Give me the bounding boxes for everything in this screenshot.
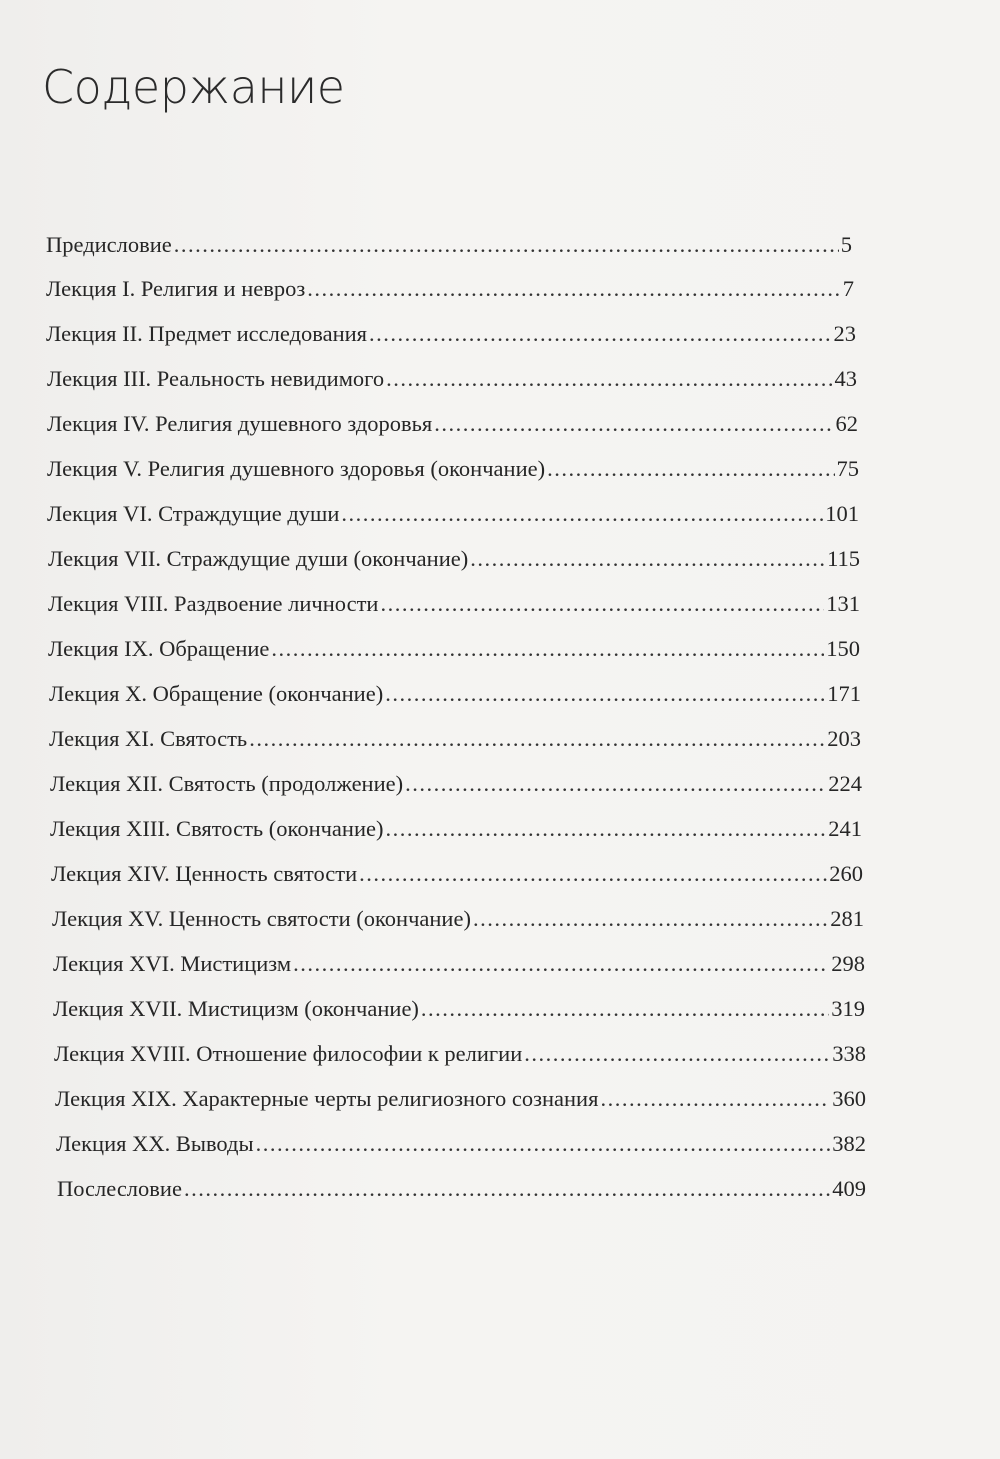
toc-entry-page: 115 — [827, 546, 860, 571]
toc-entry — [52, 903, 864, 935]
toc-entry-label: Лекция XIV. Ценность святости — [51, 861, 358, 886]
toc-entry — [56, 1128, 866, 1160]
toc-entry-label: Лекция XII. Святость (продолжение) — [50, 771, 404, 796]
toc-entry-page: 338 — [832, 1041, 866, 1066]
toc-entry — [48, 588, 860, 620]
toc-leader-dots — [547, 453, 834, 485]
toc-entry-label: Лекция VI. Страждущие души — [47, 501, 340, 526]
toc-entry — [53, 993, 865, 1025]
toc-entry — [53, 948, 865, 980]
toc-entry-label: Лекция XI. Святость — [49, 726, 248, 751]
toc-leader-dots — [421, 993, 829, 1025]
toc-entry-label: Лекция IX. Обращение — [48, 636, 270, 661]
toc-entry-page: 150 — [826, 636, 860, 661]
toc-leader-dots — [473, 903, 828, 935]
toc-entry-label: Лекция XVI. Мистицизм — [53, 951, 292, 976]
toc-leader-dots — [434, 408, 833, 440]
toc-entry — [47, 498, 859, 530]
toc-leader-dots — [386, 363, 832, 395]
toc-entry-page: 101 — [825, 501, 859, 526]
toc-entry — [47, 363, 857, 395]
toc-leader-dots — [271, 633, 824, 665]
toc-leader-dots — [184, 1173, 830, 1205]
toc-entry-label: Лекция X. Обращение (окончание) — [49, 681, 384, 706]
toc-entry-label: Лекция XIX. Характерные черты религиозного сознания — [55, 1086, 599, 1111]
toc-leader-dots — [359, 858, 827, 890]
toc-entry — [57, 1173, 866, 1205]
toc-leader-dots — [405, 768, 826, 800]
toc-entry-page: 319 — [831, 996, 865, 1021]
toc-entry — [50, 768, 862, 800]
toc-entry-page: 131 — [826, 591, 860, 616]
toc-entry-page: 298 — [831, 951, 865, 976]
toc-entry-label: Лекция XIII. Святость (окончание) — [50, 816, 384, 841]
toc-leader-dots — [385, 813, 826, 845]
toc-leader-dots — [256, 1128, 831, 1160]
toc-entry-label: Лекция I. Религия и невроз — [46, 276, 306, 301]
toc-entry-page: 224 — [828, 771, 862, 796]
toc-entry-page: 23 — [833, 321, 856, 346]
toc-entry-label: Лекция IV. Религия душевного здоровья — [47, 411, 433, 436]
toc-entry — [46, 318, 856, 350]
toc-entry-page: 75 — [836, 456, 859, 481]
toc-entry — [47, 453, 859, 485]
toc-leader-dots — [174, 229, 839, 261]
toc-leader-dots — [307, 273, 841, 305]
toc-entry — [54, 1038, 866, 1070]
toc-leader-dots — [385, 678, 825, 710]
toc-entry — [47, 408, 858, 440]
toc-leader-dots — [380, 588, 824, 620]
toc-entry-page: 241 — [828, 816, 862, 841]
toc-entry — [55, 1083, 866, 1115]
toc-entry-page: 43 — [834, 366, 857, 391]
toc-leader-dots — [470, 543, 825, 575]
toc-entry-label: Лекция XVII. Мистицизм (окончание) — [53, 996, 419, 1021]
toc-entry-page: 409 — [832, 1176, 866, 1201]
toc-entry-page: 62 — [835, 411, 858, 436]
toc-leader-dots — [341, 498, 823, 530]
toc-entry-label: Лекция XX. Выводы — [56, 1131, 254, 1156]
toc-entry-page: 260 — [829, 861, 863, 886]
toc-leader-dots — [600, 1083, 830, 1115]
toc-entry-label: Лекция III. Реальность невидимого — [47, 366, 385, 391]
toc-entry-label: Лекция VIII. Раздвоение личности — [48, 591, 379, 616]
toc-entry-page: 382 — [832, 1131, 866, 1156]
toc-entry — [49, 723, 861, 755]
toc-entry-page: 281 — [830, 906, 864, 931]
toc-entry-label: Лекция II. Предмет исследования — [46, 321, 368, 346]
toc-entry-page: 7 — [842, 276, 854, 301]
toc-entry-page: 5 — [840, 232, 852, 257]
toc-entry — [49, 678, 861, 710]
toc-entry-page: 360 — [832, 1086, 866, 1111]
toc-entry — [48, 543, 860, 575]
toc-entry — [46, 273, 854, 305]
toc-entry-label: Послесловие — [57, 1176, 182, 1201]
toc-entry-label: Лекция V. Религия душевного здоровья (окончание) — [47, 456, 546, 481]
page-title: Содержание — [42, 60, 345, 114]
toc-entry-label: Лекция XV. Ценность святости (окончание) — [52, 906, 471, 931]
toc-entry-label: Лекция VII. Страждущие души (окончание) — [48, 546, 469, 571]
toc-leader-dots — [524, 1038, 830, 1070]
toc-entry — [50, 813, 862, 845]
toc-entry-page: 203 — [827, 726, 861, 751]
toc-entry — [51, 858, 863, 890]
toc-entry — [48, 633, 860, 665]
toc-leader-dots — [249, 723, 825, 755]
toc-leader-dots — [293, 948, 829, 980]
toc-entry — [46, 229, 852, 261]
toc-leader-dots — [369, 318, 831, 350]
toc-entry-label: Предисловие — [46, 232, 172, 257]
toc-entry-page: 171 — [827, 681, 861, 706]
toc-entry-label: Лекция XVIII. Отношение философии к религии — [54, 1041, 523, 1066]
